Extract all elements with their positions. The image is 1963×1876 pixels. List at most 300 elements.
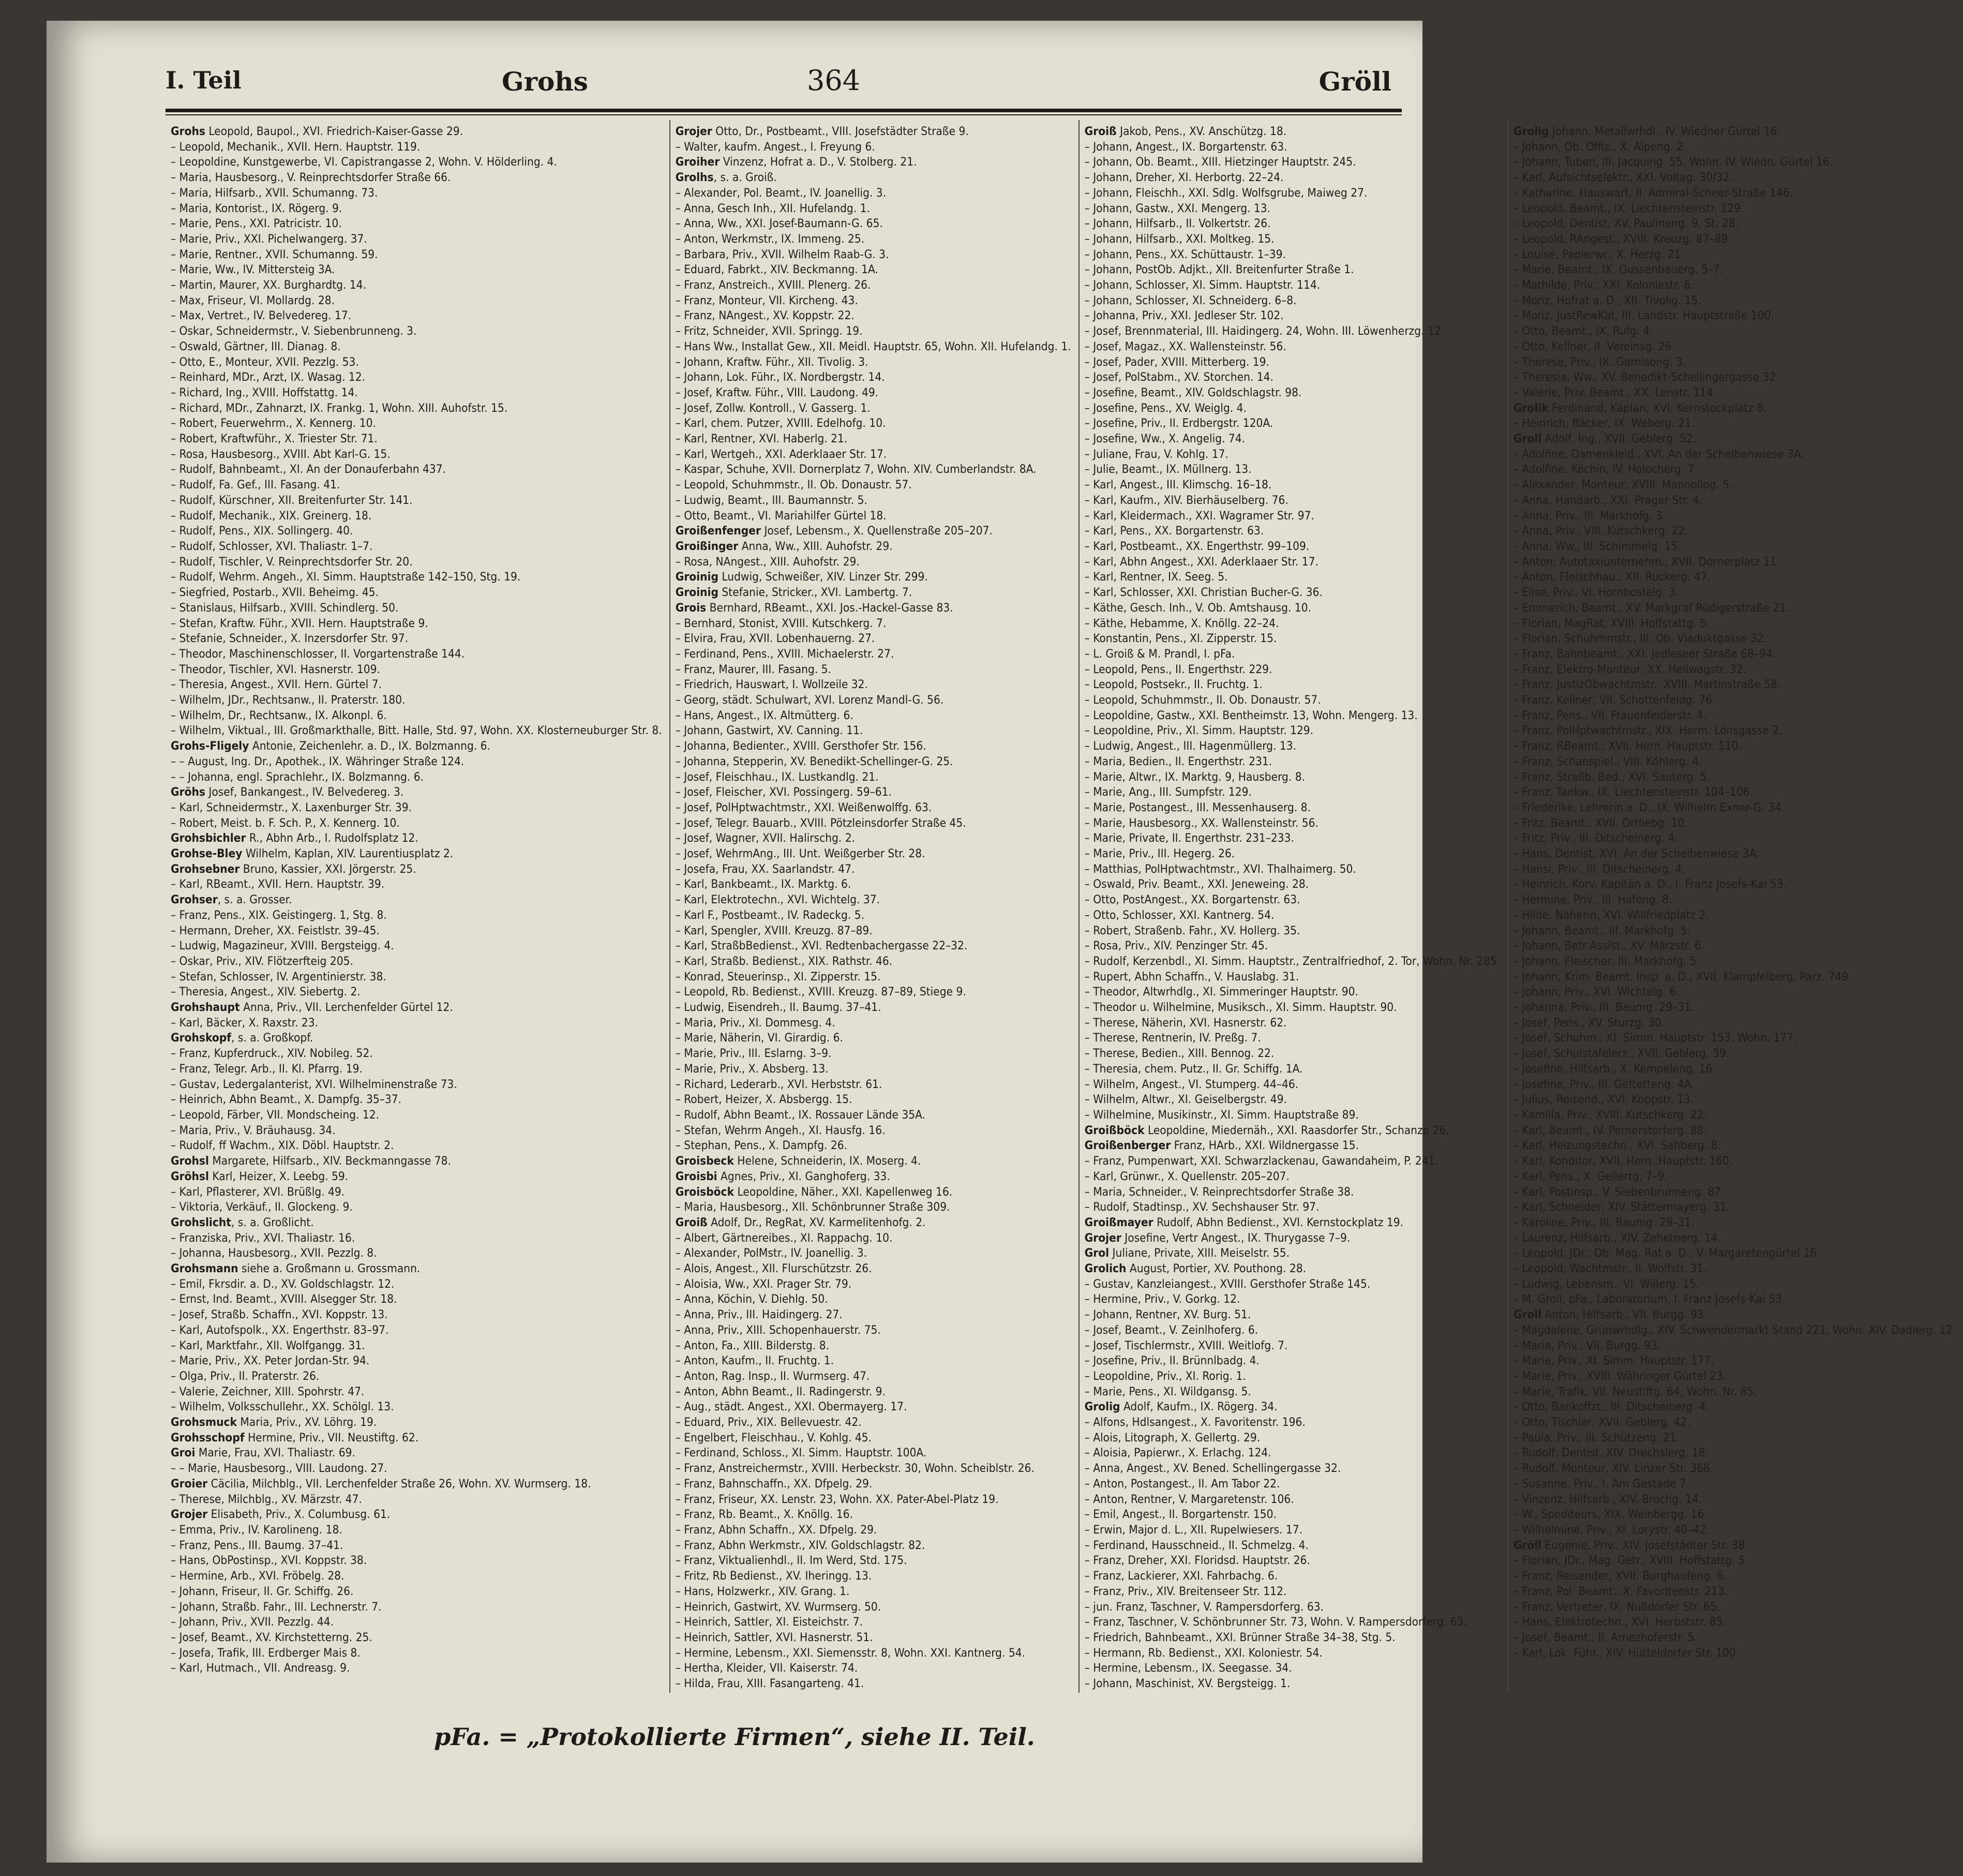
directory-entry: – Eduard, Priv., XIX. Bellevuestr. 42.: [675, 1416, 862, 1430]
directory-entry: – Friederike, Lehrerin a. D., IX. Wilhelm Exner-G. 34.: [1513, 800, 1785, 814]
directory-entry: Grohslicht, s. a. Großlicht.: [171, 1215, 314, 1229]
directory-entry: – Therese, Rentnerin, IV. Preßg. 7.: [1084, 1031, 1261, 1045]
entry-headword: Groiß: [1084, 125, 1117, 138]
directory-entry: – Rudolf, Kürschner, XII. Breitenfurter Str. 141.: [171, 493, 413, 507]
directory-entry: – Johann, Priv., XVII. Pezzlg. 44.: [171, 1615, 334, 1629]
first-entry-keyword: Grohs: [502, 66, 588, 97]
directory-entry: – Anna, Priv., III. Markhofg. 3.: [1513, 509, 1666, 523]
entry-headword: Groll: [1513, 1308, 1542, 1322]
directory-entry: – Wilhelm, JDr., Rechtsanw., II. Praterstr. 180.: [171, 693, 406, 707]
directory-entry: – Erwin, Major d. L., XII. Rupelwiesers. 17.: [1084, 1523, 1303, 1537]
entry-headword: Grohsl: [171, 1154, 209, 1168]
directory-entry: – Anton, Fa., XIII. Bilderstg. 8.: [675, 1338, 830, 1352]
directory-entry: – Siegfried, Postarb., XVII. Beheimg. 45.: [171, 586, 379, 600]
directory-entry: – Katharine, Hauswart, II. Admiral-Scheer-Straße 146.: [1513, 186, 1793, 200]
directory-entry: Grolig Adolf, Kaufm., IX. Rögerg. 34.: [1084, 1400, 1278, 1414]
directory-entry: – Stefan, Kraftw. Führ., XVII. Hern. Hauptstraße 9.: [171, 616, 428, 630]
directory-entry: Groinig Ludwig, Schweißer, XIV. Linzer Str. 299.: [675, 570, 928, 584]
directory-entry: – Franz, Abhn Werkmstr., XIV. Goldschlagstr. 82.: [675, 1538, 925, 1552]
directory-entry: – Franz, Bahnschaffn., XX. Dfpelg. 29.: [675, 1477, 873, 1491]
entry-headword: Groisböck: [675, 1185, 735, 1199]
directory-entry: – Hans, Elektrotechn., XVI. Herbststr. 85.: [1513, 1615, 1727, 1629]
directory-entry: Grohsmuck Maria, Priv., XV. Löhrg. 19.: [171, 1416, 377, 1430]
entry-headword: Groll: [1513, 432, 1542, 446]
directory-entry: Groißböck Leopoldine, Miedernäh., XXI. Raasdorfer Str., Schanze 26.: [1084, 1123, 1449, 1137]
directory-entry: – Anton, Rentner, V. Margaretenstr. 106.: [1084, 1492, 1294, 1506]
directory-entry: – Barbara, Priv., XVII. Wilhelm Raab-G. 3.: [675, 247, 889, 261]
directory-entry: – Franz, NAngest., XV. Koppstr. 22.: [675, 309, 855, 323]
directory-entry: Grojer Otto, Dr., Postbeamt., VIII. Josefstädter Straße 9.: [675, 125, 969, 138]
directory-entry: – Karl, Postbeamt., XX. Engerthstr. 99–109.: [1084, 539, 1310, 553]
directory-entry: – Oswald, Gärtner, III. Dianag. 8.: [171, 339, 341, 353]
directory-entry: – Franz, Telegr. Arb., II. Kl. Pfarrg. 19.: [171, 1062, 363, 1076]
directory-entry: – Wilhelm, Dr., Rechtsanw., IX. Alkonpl. 6.: [171, 708, 387, 722]
directory-entry: – Therese, Priv., IX. Garnisong. 3.: [1513, 355, 1686, 369]
directory-entry: Groißmayer Rudolf, Abhn Bedienst., XVI. Kernstockplatz 19.: [1084, 1215, 1404, 1229]
entry-headword: Grohskopf: [171, 1031, 232, 1045]
directory-entry: – Adolfine, Damenkleid., XVI. An der Scheibenwiese 3A.: [1513, 447, 1804, 461]
directory-entry: – Theresia, Angest., XVII. Hern. Gürtel 7.: [171, 678, 382, 692]
directory-entry: – Rosa, NAngest., XIII. Auhofstr. 29.: [675, 555, 860, 569]
directory-entry: – Maria, Priv., XI. Dommesg. 4.: [675, 1016, 835, 1030]
directory-entry: – Karl, Spengler, XVIII. Kreuzg. 87–89.: [675, 924, 873, 937]
directory-entry: – Hans, ObPostinsp., XVI. Koppstr. 38.: [171, 1554, 367, 1568]
directory-entry: – Anton, Fleischhau., XII. Ruckerg. 47.: [1513, 570, 1711, 584]
directory-entry: – Aloisia, Ww., XXI. Prager Str. 79.: [675, 1277, 852, 1291]
entry-headword: Groinig: [675, 586, 718, 600]
entry-headword: Groisbi: [675, 1169, 717, 1183]
directory-entry: – Josef, Fleischer, XVI. Possingerg. 59–61.: [675, 785, 892, 799]
directory-entry: – Josefa, Frau, XX. Saarlandstr. 47.: [675, 862, 855, 876]
directory-entry: – Johann, Friseur, II. Gr. Schiffg. 26.: [171, 1584, 354, 1598]
directory-entry: – Franziska, Priv., XVI. Thaliastr. 16.: [171, 1231, 355, 1245]
directory-entry: Grohs-Fligely Antonie, Zeichenlehr. a. D., IX. Bolzmanng. 6.: [171, 739, 490, 753]
directory-entry: Groll Anton, Hilfsarb., VII. Burgg. 93.: [1513, 1308, 1707, 1322]
column-4: [1508, 120, 1963, 1693]
directory-entry: – Karl, chem. Putzer, XVIII. Edelhofg. 10.: [675, 416, 886, 430]
directory-entry: Grolhs, s. a. Groiß.: [675, 171, 777, 185]
directory-entry: – Karl F., Postbeamt., IV. Radeckg. 5.: [675, 908, 865, 922]
directory-entry: – Theresia, Angest., XIV. Siebertg. 2.: [171, 985, 361, 999]
entry-headword: Grojer: [171, 1508, 208, 1522]
directory-entry: – Maria, Bedien., II. Engerthstr. 231.: [1084, 754, 1272, 768]
directory-entry: – Anna, Gesch Inh., XII. Hufelandg. 1.: [675, 201, 871, 215]
directory-entry: – Hertha, Kleider, VII. Kaiserstr. 74.: [675, 1661, 858, 1675]
directory-entry: – Karl, Marktfahr., XII. Wolfgangg. 31.: [171, 1338, 365, 1352]
directory-entry: – Maria, Hilfsarb., XVII. Schumanng. 73.: [171, 186, 378, 200]
directory-entry: – Robert, Feuerwehrm., X. Kennerg. 10.: [171, 416, 376, 430]
directory-entry: – Johann, Dreher, XI. Herbortg. 22–24.: [1084, 171, 1284, 185]
entry-headword: Groißinger: [675, 539, 739, 553]
directory-entry: – Leopoldine, Priv., XI. Simm. Hauptstr. 129.: [1084, 724, 1314, 738]
directory-entry: – Karl, Kaufm., XIV. Bierhäuselberg. 76.: [1084, 493, 1288, 507]
directory-entry: – Wilhelm, Volksschullehr., XX. Schölgl. 13.: [171, 1400, 394, 1414]
directory-entry: – Josef, Schuhm., XI. Simm. Hauptstr. 153, Wohn. 177.: [1513, 1031, 1797, 1045]
directory-entry: – Heinrich, Abhn Beamt., X. Dampfg. 35–37.: [171, 1093, 402, 1107]
directory-entry: – Heinrich, Sattler, XI. Eisteichstr. 7.: [675, 1615, 863, 1629]
directory-entry: – Hans, Angest., IX. Altmütterg. 6.: [675, 708, 853, 722]
directory-entry: – Franz, PolHptwachtmstr., XIX. Herm. Lönsgasse 2.: [1513, 724, 1782, 738]
entry-headword: Grolik: [1513, 401, 1549, 415]
directory-entry: – Karl, Pens., X. Gellertg. 7–9.: [1513, 1169, 1668, 1183]
directory-entry: – Josef, PolStabm., XV. Storchen. 14.: [1084, 370, 1273, 384]
directory-entry: – Elise, Priv., VI. Hornbostelg. 3.: [1513, 586, 1679, 600]
directory-entry: – Richard, Lederarb., XVI. Herbststr. 61.: [675, 1077, 882, 1091]
directory-entry: – Johanna, Priv., XXI. Jedleser Str. 102.: [1084, 309, 1284, 323]
directory-entry: – Wilhelmine, Musikinstr., XI. Simm. Hauptstraße 89.: [1084, 1108, 1359, 1122]
directory-entry: – Marie, Näherin, VI. Girardig. 6.: [675, 1031, 843, 1045]
directory-entry: – Hermine, Priv., III. Hafeng. 8.: [1513, 893, 1672, 907]
directory-entry: – Josef, Beamt., II. Arnezhoferstr. 5.: [1513, 1630, 1698, 1644]
directory-entry: – Leopold, Pens., II. Engerthstr. 229.: [1084, 662, 1272, 676]
page-number: 364: [807, 64, 861, 97]
directory-entry: – Juliane, Frau, V. Kohlg. 17.: [1084, 447, 1228, 461]
directory-entry: – Josef, Straßb. Schaffn., XVI. Koppstr. 13.: [171, 1308, 388, 1322]
directory-entry: – Stefan, Schlosser, IV. Argentinierstr. 38.: [171, 970, 386, 984]
directory-entry: – Karl, Beamt., IV. Pernerstorferg. 88.: [1513, 1123, 1707, 1137]
directory-entry: – Franz, Bahnbeamt., XXI. Jedleseer Straße 68–94.: [1513, 647, 1776, 661]
directory-entry: – Anton, Rag. Insp., II. Wurmserg. 47.: [675, 1369, 870, 1383]
directory-entry: – Rudolf, Tischler, V. Reinprechtsdorfer Str. 20.: [171, 555, 413, 569]
directory-entry: – Karl, Pens., XX. Borgartenstr. 63.: [1084, 524, 1264, 538]
directory-entry: – Leopold, Rb. Bedienst., XVIII. Kreuzg. 87–89, Stiege 9.: [675, 985, 966, 999]
directory-entry: – Hermann, Dreher, XX. Feistlstr. 39–45.: [171, 924, 380, 937]
directory-entry: – Leopold, Schuhmmstr., II. Ob. Donaustr. 57.: [1084, 693, 1321, 707]
entry-headword: Gröhs: [171, 785, 205, 799]
entry-headword: Grohsebner: [171, 862, 240, 876]
directory-entry: – Moriz, JustRewKat, III. Landstr. Hauptstraße 100.: [1513, 309, 1774, 323]
directory-entry: – Elvira, Frau, XVII. Lobenhauerng. 27.: [675, 632, 875, 646]
directory-entry: – Anna, Priv., VIII. Kutschkerg. 22.: [1513, 524, 1688, 538]
directory-entry: – Franz, Vertreter, IX. Nußdorfer Str. 65.: [1513, 1600, 1720, 1614]
directory-entry: – Johann, Fleischh., XXI. Sdlg. Wolfsgrube, Maiweg 27.: [1084, 186, 1368, 200]
directory-entry: – Marie, Rentner., XVII. Schumanng. 59.: [171, 247, 378, 261]
directory-entry: – Hermine, Lebensm., XXI. Siemensstr. 8, Wohn. XXI. Kantnerg. 54.: [675, 1646, 1026, 1660]
directory-page: [47, 21, 1956, 1863]
directory-entry: – Otto, Beamt., VI. Mariahilfer Gürtel 18.: [675, 509, 887, 523]
directory-entry: – Karl, Schneider, XIV. Stättermayerg. 31.: [1513, 1200, 1730, 1214]
directory-entry: – Franz, Monteur, VII. Kircheng. 43.: [675, 293, 858, 307]
page-header: [166, 57, 1397, 103]
directory-entry: – Otto, PostAngest., XX. Borgartenstr. 63.: [1084, 893, 1300, 907]
directory-entry: Grojer Josefine, Vertr Angest., IX. Thurygasse 7–9.: [1084, 1231, 1351, 1245]
directory-entry: – Franz, Rb. Beamt., X. Knöllg. 16.: [675, 1508, 853, 1522]
directory-entry: – Rudolf, Bahnbeamt., XI. An der Donauferbahn 437.: [171, 463, 446, 477]
directory-entry: – Johann, Kraftw. Führ., XII. Tivolig. 3.: [675, 355, 868, 369]
directory-entry: – Hilda, Frau, XIII. Fasangarteng. 41.: [675, 1677, 864, 1691]
directory-entry: – Rudolf, Pens., XIX. Sollingerg. 40.: [171, 524, 353, 538]
directory-entry: – Franz, Pens., XIX. Geistingerg. 1, Stg. 8.: [171, 908, 387, 922]
directory-entry: – Josef, Pens., XV. Sturzg. 30.: [1513, 1016, 1665, 1030]
directory-entry: – Rudolf, ff Wachm., XIX. Döbl. Hauptstr. 2.: [171, 1139, 394, 1153]
directory-entry: – Kaspar, Schuhe, XVII. Dornerplatz 7, Wohn. XIV. Cumberlandstr. 8A.: [675, 463, 1037, 477]
directory-entry: – Franz, Taschner, V. Schönbrunner Str. 73, Wohn. V. Rampersdorferg. 63.: [1084, 1615, 1467, 1629]
directory-entry: – Friedrich, Hauswart, I. Wollzeile 32.: [675, 678, 868, 692]
directory-entry: – Adolfine, Köchin, IV. Holocherg. 7.: [1513, 463, 1698, 477]
directory-entry: – Karl, Rentner, XVI. Haberlg. 21.: [675, 432, 848, 446]
directory-entry: Grohsebner Bruno, Kassier, XXI. Jörgerstr. 25.: [171, 862, 416, 876]
directory-entry: – Johann, Angest., IX. Borgartenstr. 63.: [1084, 140, 1287, 154]
directory-entry: – Mathilde, Priv., XXI. Koloniestr. 6.: [1513, 278, 1694, 292]
directory-entry: – Johann, Betr Assist., XV. Märzstr. 6.: [1513, 939, 1705, 953]
directory-entry: Grohsmann siehe a. Großmann u. Grossmann.: [171, 1262, 421, 1276]
directory-entry: – Leopold, Schuhmmstr., II. Ob. Donaustr. 57.: [675, 478, 912, 492]
directory-entry: Groll Adolf, Ing., XVII. Geblerg. 52.: [1513, 432, 1697, 446]
directory-entry: – Julius, Reisend., XVI. Koppstr. 13.: [1513, 1093, 1694, 1107]
directory-entry: Grohsschopf Hermine, Priv., VII. Neustiftg. 62.: [171, 1431, 419, 1445]
directory-entry: – Leopold, Wachtmstr., II. Wolfstr. 31.: [1513, 1262, 1707, 1276]
directory-entry: – Aloisia, Papierwr., X. Erlachg. 124.: [1084, 1446, 1271, 1460]
directory-entry: – Hansi, Priv., III. Ditscheinerg. 4.: [1513, 862, 1685, 876]
directory-entry: – Rudolf, Abhn Beamt., IX. Rossauer Lände 35A.: [675, 1108, 925, 1122]
directory-entry: Groißenfenger Josef, Lebensm., X. Quellenstraße 205–207.: [675, 524, 993, 538]
directory-entry: – Johann, Straßb. Fahr., III. Lechnerstr. 7.: [171, 1600, 382, 1614]
directory-entry: – Heinrich, Bäcker, IX. Weberg. 21.: [1513, 416, 1695, 430]
directory-entry: – Robert, Heizer, X. Absbergg. 15.: [675, 1093, 852, 1107]
directory-entry: – Leopold, Dentist, XV. Paulineng. 9, St. 28.: [1513, 217, 1739, 231]
directory-entry: – Josefine, Priv., III. Geftetteng. 4A.: [1513, 1077, 1695, 1091]
directory-entry: – Stanislaus, Hilfsarb., XVIII. Schindlerg. 50.: [171, 601, 399, 615]
directory-entry: – Florian, JDr., Mag. Getr., XVIII. Hoffstattg. 5.: [1513, 1554, 1749, 1568]
directory-entry: – Friedrich, Bahnbeamt., XXI. Brünner Straße 34–38, Stg. 5.: [1084, 1630, 1396, 1644]
entry-headword: Grohs: [171, 125, 205, 138]
directory-entry: – Olga, Priv., II. Praterstr. 26.: [171, 1369, 320, 1383]
directory-entry: – Johann, Hilfsarb., II. Volkertstr. 26.: [1084, 217, 1271, 231]
directory-entry: – Rudolf, Schlosser, XVI. Thaliastr. 1–7.: [171, 539, 373, 553]
directory-entry: – Anna, Priv., III. Haidingerg. 27.: [675, 1308, 843, 1322]
directory-entry: – Marie, Priv., XX. Peter Jordan-Str. 94.: [171, 1354, 370, 1368]
directory-entry: – – August, Ing. Dr., Apothek., IX. Währinger Straße 124.: [171, 754, 464, 768]
directory-entry: – Franz, Pens., VII. Frauenfelderstr. 4.: [1513, 708, 1707, 722]
directory-entry: – Rosa, Hausbesorg., XVIII. Abt Karl-G. 15.: [171, 447, 391, 461]
entry-headword: Grolig: [1513, 125, 1549, 138]
column-3: [1080, 120, 1508, 1693]
directory-entry: – Johann, Krim. Beamt. Insp. a. D., XVII. Klampfelberg, Parz. 749.: [1513, 970, 1852, 984]
directory-entry: – Marie, Priv., III. Hegerg. 26.: [1084, 847, 1235, 861]
directory-entry: – Leopold, Postsekr., II. Fruchtg. 1.: [1084, 678, 1263, 692]
directory-entry: – Josef, Beamt., V. Zeinlhoferg. 6.: [1084, 1323, 1258, 1337]
directory-entry: – Wilhelmine, Priv., XI. Lorystr. 40–42.: [1513, 1523, 1710, 1537]
directory-entry: – Marie, Priv., XI. Simm. Hauptstr. 177.: [1513, 1354, 1715, 1368]
directory-entry: – Josef, Kraftw. Führ., VIII. Laudong. 49.: [675, 385, 879, 399]
directory-entry: – Franz, Straßb. Bed., XVI. Sauterg. 5.: [1513, 770, 1710, 784]
entry-headword: Gröhsl: [171, 1169, 209, 1183]
directory-entry: – Robert, Meist. b. F. Sch. P., X. Kennerg. 10.: [171, 816, 400, 830]
directory-entry: – Karl, Schneidermstr., X. Laxenburger Str. 39.: [171, 800, 412, 814]
directory-entry: – Marie, Priv., III. Eslarng. 3–9.: [675, 1047, 832, 1061]
directory-entry: – Johanna, Hausbesorg., XVII. Pezzlg. 8.: [171, 1246, 377, 1260]
directory-entry: – Theodor, Maschinenschlosser, II. Vorgartenstraße 144.: [171, 647, 465, 661]
directory-entry: Groisböck Leopoldine, Näher., XXI. Kapellenweg 16.: [675, 1185, 953, 1199]
directory-entry: – Johann, Ob. Offiz., X. Alpeng. 2.: [1513, 140, 1687, 154]
directory-entry: – Johann, Beamt., III. Markhofg. 5.: [1513, 924, 1691, 937]
directory-entry: Groißenberger Franz, HArb., XXI. Wildnergasse 15.: [1084, 1139, 1359, 1153]
directory-entry: – Leopold, Färber, VII. Mondscheing. 12.: [171, 1108, 380, 1122]
directory-entry: – Josefine, Beamt., XIV. Goldschlagstr. 98.: [1084, 385, 1302, 399]
entry-headword: Grojer: [675, 125, 712, 138]
directory-entry: – Karl, Straßb. Bedienst., XIX. Rathstr. 46.: [675, 954, 893, 968]
directory-entry: – Maria, Priv., V. Bräuhausg. 34.: [171, 1123, 336, 1137]
directory-entry: – Otto, Bankoffzt., III. Ditscheinerg. 4.: [1513, 1400, 1710, 1414]
directory-entry: – Therese, Näherin, XVI. Hasnerstr. 62.: [1084, 1016, 1287, 1030]
directory-entry: – Josef, Wagner, XVII. Halirschg. 2.: [675, 831, 856, 845]
directory-entry: – Karl, RBeamt., XVII. Hern. Hauptstr. 39.: [171, 877, 385, 891]
directory-entry: – Konstantin, Pens., XI. Zipperstr. 15.: [1084, 632, 1277, 646]
directory-entry: Grohser, s. a. Grosser.: [171, 893, 292, 907]
directory-entry: – Marie, Trafik, VII. Neustiftg. 64, Wohn. Nr. 85.: [1513, 1384, 1757, 1398]
directory-entry: – Marie, Private, II. Engerthstr. 231–233.: [1084, 831, 1294, 845]
directory-entry: – Maria, Priv., VII. Burgg. 93.: [1513, 1338, 1661, 1352]
directory-entry: – Georg, städt. Schulwart, XVI. Lorenz Mandl-G. 56.: [675, 693, 944, 707]
directory-entry: – Franz, Lackierer, XXI. Fahrbachg. 6.: [1084, 1569, 1278, 1583]
directory-entry: – Franz, Priv., XIV. Breitenseer Str. 112.: [1084, 1584, 1287, 1598]
directory-entry: – Ernst, Ind. Beamt., XVIII. Alsegger Str. 18.: [171, 1292, 397, 1306]
directory-entry: Grol Juliane, Private, XIII. Meiselstr. 55.: [1084, 1246, 1290, 1260]
directory-entry: – Theresia, chem. Putz., II. Gr. Schiffg. 1A.: [1084, 1062, 1303, 1076]
directory-entry: – Käthe, Gesch. Inh., V. Ob. Amtshausg. 10.: [1084, 601, 1311, 615]
directory-entry: – Johann, Pens., XX. Schüttaustr. 1–39.: [1084, 247, 1286, 261]
directory-entry: – Karl, Pflasterer, XVI. Brüßlg. 49.: [171, 1185, 345, 1199]
directory-entry: – Valerie, Priv. Beamt., XX. Lenstr. 114.: [1513, 385, 1717, 399]
directory-entry: – Karl, Aufsichtselektr., XXI. Voltag. 30/32.: [1513, 171, 1733, 185]
directory-entry: – Franz, Dreher, XXI. Floridsd. Hauptstr. 26.: [1084, 1554, 1310, 1568]
directory-entry: – Kamilla, Priv., XVIII. Kutschkerg. 22.: [1513, 1108, 1707, 1122]
directory-entry: – Marie, Priv., X. Absberg. 13.: [675, 1062, 829, 1076]
directory-entry: – Josefa, Trafik, III. Erdberger Mais 8.: [171, 1646, 361, 1660]
directory-entry: – Josefine, Priv., II. Brünnlbadg. 4.: [1084, 1354, 1260, 1368]
directory-entry: – Martin, Maurer, XX. Burghardtg. 14.: [171, 278, 367, 292]
entry-headword: Grolig: [1084, 1400, 1120, 1414]
directory-entry: – Louise, Papierwr., X. Herzg. 21.: [1513, 247, 1685, 261]
directory-entry: – Theodor u. Wilhelmine, Musiksch., XI. Simm. Hauptstr. 90.: [1084, 1001, 1397, 1015]
directory-entry: – Alfons, Hdlsangest., X. Favoritenstr. 196.: [1084, 1416, 1306, 1430]
entry-headword: Grohsmuck: [171, 1416, 237, 1430]
directory-entry: – Walter, kaufm. Angest., I. Freyung 6.: [675, 140, 875, 154]
entry-headword: Grohs-Fligely: [171, 739, 249, 753]
directory-entry: – Emil, Angest., II. Borgartenstr. 150.: [1084, 1508, 1277, 1522]
directory-entry: – Anton, Autotaxiunternehm., XVII. Dornerplatz 11.: [1513, 555, 1780, 569]
directory-entry: – Susanne, Priv., I. Am Gestade 7.: [1513, 1477, 1690, 1491]
directory-entry: – Emma, Priv., IV. Karolineng. 18.: [171, 1523, 342, 1537]
directory-entry: – Johann, Fleischer, III. Markhofg. 5.: [1513, 954, 1700, 968]
directory-entry: Gröhs Josef, Bankangest., IV. Belvedereg. 3.: [171, 785, 404, 799]
directory-entry: – Ludwig, Lebensm., VI. Willerg. 15.: [1513, 1277, 1700, 1291]
directory-entry: – Johann, Gastwirt, XV. Canning. 11.: [675, 724, 863, 738]
directory-entry: – Franz, Elektro-Monteur, XX. Hellwagstr. 32.: [1513, 662, 1747, 676]
directory-entry: – Maria, Hausbesorg., V. Reinprechtsdorfer Straße 66.: [171, 171, 451, 185]
directory-entry: – Josef, Beamt., XV. Kirchstetterng. 25.: [171, 1630, 372, 1644]
directory-entry: Grohskopf, s. a. Großkopf.: [171, 1031, 313, 1045]
directory-entry: – Anna, Ww., III. Schimmelg. 15.: [1513, 539, 1681, 553]
directory-entry: – Josef, Pader, XVIII. Mitterberg. 19.: [1084, 355, 1269, 369]
directory-entry: – Hilde, Näherin, XVI. Willfriedplatz 2.: [1513, 908, 1709, 922]
directory-entry: – Marie, Pens., XI. Wildgansg. 5.: [1084, 1384, 1251, 1398]
directory-entry: – Johann, Hilfsarb., XXI. Moltkeg. 15.: [1084, 232, 1275, 246]
directory-entry: – Otto, Tischler, XVII. Geblerg. 42.: [1513, 1416, 1690, 1430]
directory-entry: – Karl, Rentner, IX. Seeg. 5.: [1084, 570, 1228, 584]
directory-entry: – Johann, Schlosser, XI. Simm. Hauptstr. 114.: [1084, 278, 1321, 292]
directory-entry: – Anton, Abhn Beamt., II. Radingerstr. 9.: [675, 1384, 886, 1398]
directory-entry: – Marie, Altwr., IX. Marktg. 9, Hausberg. 8.: [1084, 770, 1306, 784]
directory-entry: – Karl, Bäcker, X. Raxstr. 23.: [171, 1016, 319, 1030]
directory-entry: – Robert, Straßenb. Fahr., XV. Hollerg. 35.: [1084, 924, 1300, 937]
directory-entry: – jun. Franz, Taschner, V. Rampersdorferg. 63.: [1084, 1600, 1324, 1614]
directory-entry: – Wilhelm, Angest., VI. Stumperg. 44–46.: [1084, 1077, 1299, 1091]
directory-entry: – Rudolf, Kerzenbdl., XI. Simm. Hauptstr., Zentralfriedhof, 2. Tor, Wohn. Nr. 285.: [1084, 954, 1500, 968]
directory-entry: – Matthias, PolHptwachtmstr., XVI. Thalhaimerg. 50.: [1084, 862, 1356, 876]
directory-entry: – Karl, Hutmach., VII. Andreasg. 9.: [171, 1661, 350, 1675]
directory-entry: – Josef, Schulstafelerz., XVII. Geblerg. 39.: [1513, 1047, 1730, 1061]
directory-entry: – Alois, Litograph, X. Gellertg. 29.: [1084, 1431, 1261, 1445]
directory-entry: – Richard, MDr., Zahnarzt, IX. Frankg. 1, Wohn. XIII. Auhofstr. 15.: [171, 401, 508, 415]
directory-entry: – Paula, Priv., III. Schützeng. 21.: [1513, 1431, 1680, 1445]
directory-entry: – Leopoldine, Gastw., XXI. Bentheimstr. 13, Wohn. Mengerg. 13.: [1084, 708, 1418, 722]
directory-entry: – Franz, Kupferdruck., XIV. Nobileg. 52.: [171, 1047, 373, 1061]
directory-entry: – Magdalene, Grünwrhdlg., XIV. Schwendermarkt Stand 221, Wohn. XIV. Dadlerg. 12.: [1513, 1323, 1956, 1337]
directory-entry: – Ludwig, Eisendreh., II. Baumg. 37–41.: [675, 1001, 881, 1015]
entry-headword: Grohsmann: [171, 1262, 238, 1276]
directory-entry: – Karl, Heizungstechn., XVI. Sahberg. 8.: [1513, 1139, 1721, 1153]
footer-note: pFa. = „Protokollierte Firmen“, siehe II. Teil.: [434, 1723, 1035, 1751]
entry-headword: Groiß: [675, 1215, 708, 1229]
directory-entry: Grolich August, Portier, XV. Pouthong. 28.: [1084, 1262, 1307, 1276]
directory-entry: – Konrad, Steuerinsp., XI. Zipperstr. 15.: [675, 970, 881, 984]
directory-entry: – Franz, Pens., III. Baumg. 37–41.: [171, 1538, 343, 1552]
directory-entry: – Franz, JustizObwachtmstr., XVIII. Martinstraße 58.: [1513, 678, 1781, 692]
directory-entry: – Anna, Ww., XXI. Josef-Baumann-G. 65.: [675, 217, 883, 231]
directory-entry: – Stefan, Wehrm Angeh., XI. Hausfg. 16.: [675, 1123, 886, 1137]
directory-entry: Groi Marie, Frau, XVI. Thaliastr. 69.: [171, 1446, 355, 1460]
directory-entry: – Johanna, Bedienter., XVIII. Gersthofer Str. 156.: [675, 739, 926, 753]
directory-entry: – Heinrich, Korv. Kapitän a. D., I. Franz Josefs-Kai 53.: [1513, 877, 1787, 891]
directory-entry: – Rupert, Abhn Schaffn., V. Hauslabg. 31.: [1084, 970, 1299, 984]
entry-headword: Grol: [1084, 1246, 1110, 1260]
directory-entry: – Hermine, Priv., V. Gorkg. 12.: [1084, 1292, 1240, 1306]
directory-entry: Grohsbichler R., Abhn Arb., I. Rudolfsplatz 12.: [171, 831, 418, 845]
directory-entry: – Josef, Fleischhau., IX. Lustkandlg. 21.: [675, 770, 879, 784]
directory-entry: – Marie, Ang., III. Sumpfstr. 129.: [1084, 785, 1252, 799]
directory-entry: – Ludwig, Angest., III. Hagenmüllerg. 13.: [1084, 739, 1297, 753]
directory-entry: – Josefine, Pens., XV. Weiglg. 4.: [1084, 401, 1247, 415]
directory-entry: – Karl, Elektrotechn., XVI. Wichtelg. 37.: [675, 893, 880, 907]
directory-entry: – Bernhard, Stonist, XVIII. Kutschkerg. 7.: [675, 616, 887, 630]
directory-entry: – Laurenz, Hilfsarb., XIV. Zehetnerg. 14.: [1513, 1231, 1721, 1245]
directory-entry: – Max, Friseur, VI. Mollardg. 28.: [171, 293, 335, 307]
directory-entry: – Albert, Gärtnereibes., XI. Rappachg. 10.: [675, 1231, 893, 1245]
directory-entry: – Marie, Pens., XXI. Patricistr. 10.: [171, 217, 342, 231]
entry-headword: Grohser: [171, 893, 218, 907]
directory-entry: – Franz, Kellner, VII. Schottenfeldg. 76.: [1513, 693, 1716, 707]
directory-entry: – Fritz, Schneider, XVII. Springg. 19.: [675, 324, 863, 338]
directory-entry: – Anna, Handarb., XXI. Prager Str. 4.: [1513, 493, 1703, 507]
directory-entry: – Aug., städt. Angest., XXI. Obermayerg. 17.: [675, 1400, 907, 1414]
directory-entry: – Otto, Schlosser, XXI. Kantnerg. 54.: [1084, 908, 1275, 922]
directory-entry: – Hans, Dentist, XVI. An der Scheibenwiese 3A.: [1513, 847, 1760, 861]
directory-entry: – Alexander, Monteur, XVIII. Mannollog. 5.: [1513, 478, 1733, 492]
entry-headword: Grohslicht: [171, 1215, 231, 1229]
last-entry-keyword: Gröll: [1318, 66, 1391, 97]
directory-entry: – Emil, Fkrsdir. a. D., XV. Goldschlagstr. 12.: [171, 1277, 395, 1291]
entry-headword: Groiher: [675, 155, 720, 169]
directory-entry: – Maria, Hausbesorg., XII. Schönbrunner Straße 309.: [675, 1200, 950, 1214]
directory-entry: – Emmerich, Beamt., XV. Markgraf Rüdigerstraße 21.: [1513, 601, 1790, 615]
directory-entry: – Karoline, Priv., III. Baumg. 29–31.: [1513, 1215, 1695, 1229]
directory-entry: – Leopoldine, Priv., XI. Rorig. 1.: [1084, 1369, 1246, 1383]
directory-entry: – Ferdinand, Schloss., XI. Simm. Hauptstr. 100A.: [675, 1446, 927, 1460]
directory-entry: – Marie, Priv., XVIII. Währinger Gürtel 23.: [1513, 1369, 1727, 1383]
directory-entry: – Fritz, Beamt., XVII. Ortliebg. 10.: [1513, 816, 1688, 830]
directory-entry: – Alexander, PolMstr., IV. Joanellig. 3.: [675, 1246, 867, 1260]
